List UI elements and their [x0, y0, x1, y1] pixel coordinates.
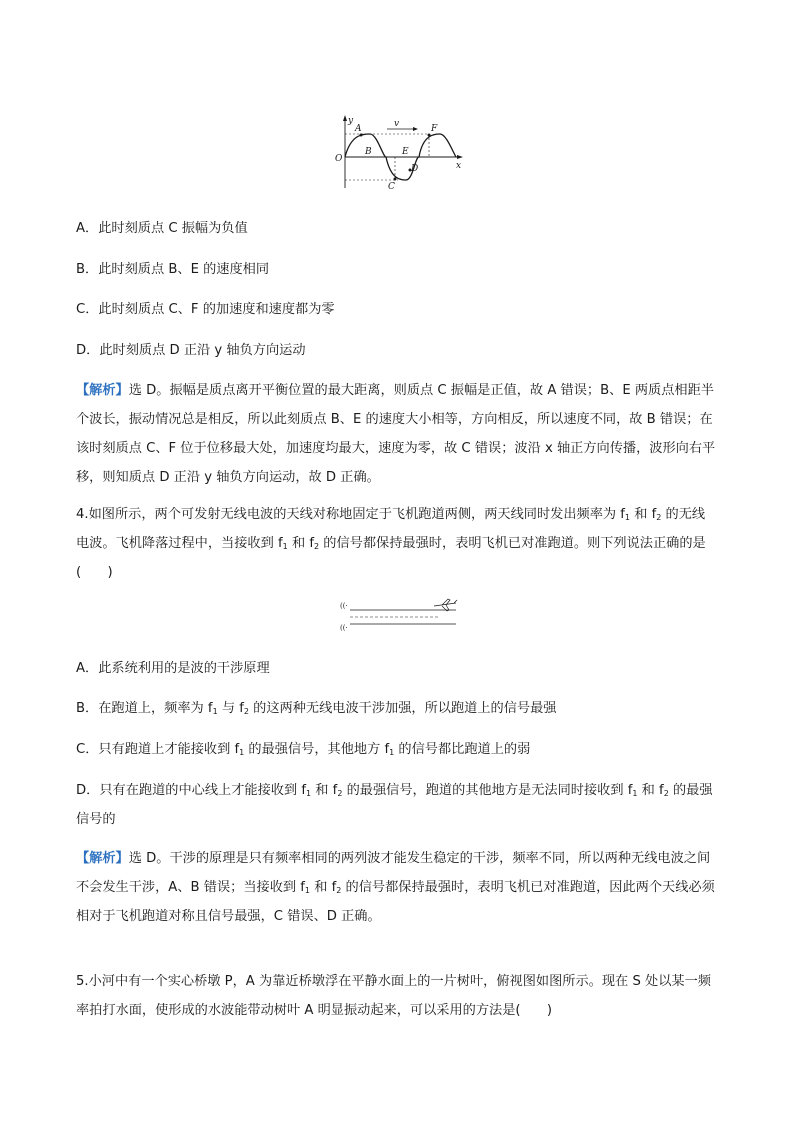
- q3-option-a: A．此时刻质点 C 振幅为负值: [76, 221, 248, 236]
- analysis-tag: 【解析】: [76, 383, 129, 398]
- label-v: v: [394, 119, 400, 129]
- wave-figure: [330, 112, 470, 194]
- q4-option-a: A．此系统利用的是波的干涉原理: [76, 661, 270, 676]
- antenna-bottom-label: ((·: [340, 624, 348, 632]
- q4-option-d: D．只有在跑道的中心线上才能接收到 $f_1$ 和 $f_2$ 的最强信号，跑道的其他地方是无法同时接收到 $f_1$ 和 $f_2$ 的最强信号的: [76, 783, 713, 827]
- q4-option-c: C．只有跑道上才能接收到 $f_1$ 的最强信号，其他地方 $f_1$ 的信号都比跑道上的弱: [76, 742, 531, 757]
- label-c: C: [388, 182, 395, 192]
- q3-analysis: [76, 376, 718, 492]
- label-y: y: [348, 116, 354, 126]
- q5-stem: 5.小河中有一个实心桥墩 P，A 为靠近桥墩浮在平静水面上的一片树叶，俯视图如图所示。现在 S 处以某一频率拍打水面，使形成的水波能带动树叶 A 明显振动起来，可以采用的方法是( ): [76, 974, 711, 1018]
- q3-option-b: B．此时刻质点 B、E 的速度相同: [76, 262, 270, 277]
- q3-option-c: C．此时刻质点 C、F 的加速度和速度都为零: [76, 302, 335, 317]
- point-c-dot: [394, 178, 397, 181]
- airplane-icon: [434, 599, 457, 611]
- q4-stem: 4.如图所示，两个可发射无线电波的天线对称地固定于飞机跑道两侧，两天线同时发出频率为 $f_1$ 和 $f_2$ 的无线电波。飞机降落过程中，当接收到 $f_1$ 和 $f_2$ 的信号都保持最强时，表明飞机已对准跑道。则下列说法正确的是( ): [76, 507, 706, 580]
- label-a: A: [355, 124, 362, 134]
- antenna-top-label: ((·: [340, 602, 348, 610]
- analysis-tag: 【解析】: [76, 851, 129, 866]
- q3-option-d: D．此时刻质点 D 正沿 y 轴负方向运动: [76, 343, 306, 358]
- label-d: D: [411, 164, 419, 174]
- q3-analysis-text: 选 D。振幅是质点离开平衡位置的最大距离，则质点 C 振幅是正值，故 A 错误；B、E 两质点相距半个波长，振动情况总是相反，所以此刻质点 B、E 的速度大小相等，方向相反，所以速度不同，故 B 错误；在该时刻质点 C、F 位于位移最大处，加速度均最大，速度为零，故 C 错误；波沿 x 轴正方向传播，波形向右平移，则知质点 D 正沿 y 轴负方向运动，故 D 正确。: [76, 383, 716, 485]
- label-x: x: [456, 161, 462, 171]
- label-e: E: [402, 147, 409, 157]
- label-f: F: [431, 124, 438, 134]
- runway-figure: [338, 596, 462, 634]
- label-b: B: [365, 147, 372, 157]
- label-o: O: [335, 154, 343, 164]
- q4-analysis: 【解析】选 D。干涉的原理是只有频率相同的两列波才能发生稳定的干涉，频率不同，所以两种无线电波之间不会发生干涉，A、B 错误；当接收到 $f_1$ 和 $f_2$ 的信号都保持最强时，表明飞机已对准跑道，因此两个天线必须相对于飞机跑道对称且信号最强，C 错误、D 正确。: [76, 851, 715, 924]
- q4-option-b: B．在跑道上，频率为 $f_1$ 与 $f_2$ 的这两种无线电波干涉加强，所以跑道上的信号最强: [76, 701, 557, 716]
